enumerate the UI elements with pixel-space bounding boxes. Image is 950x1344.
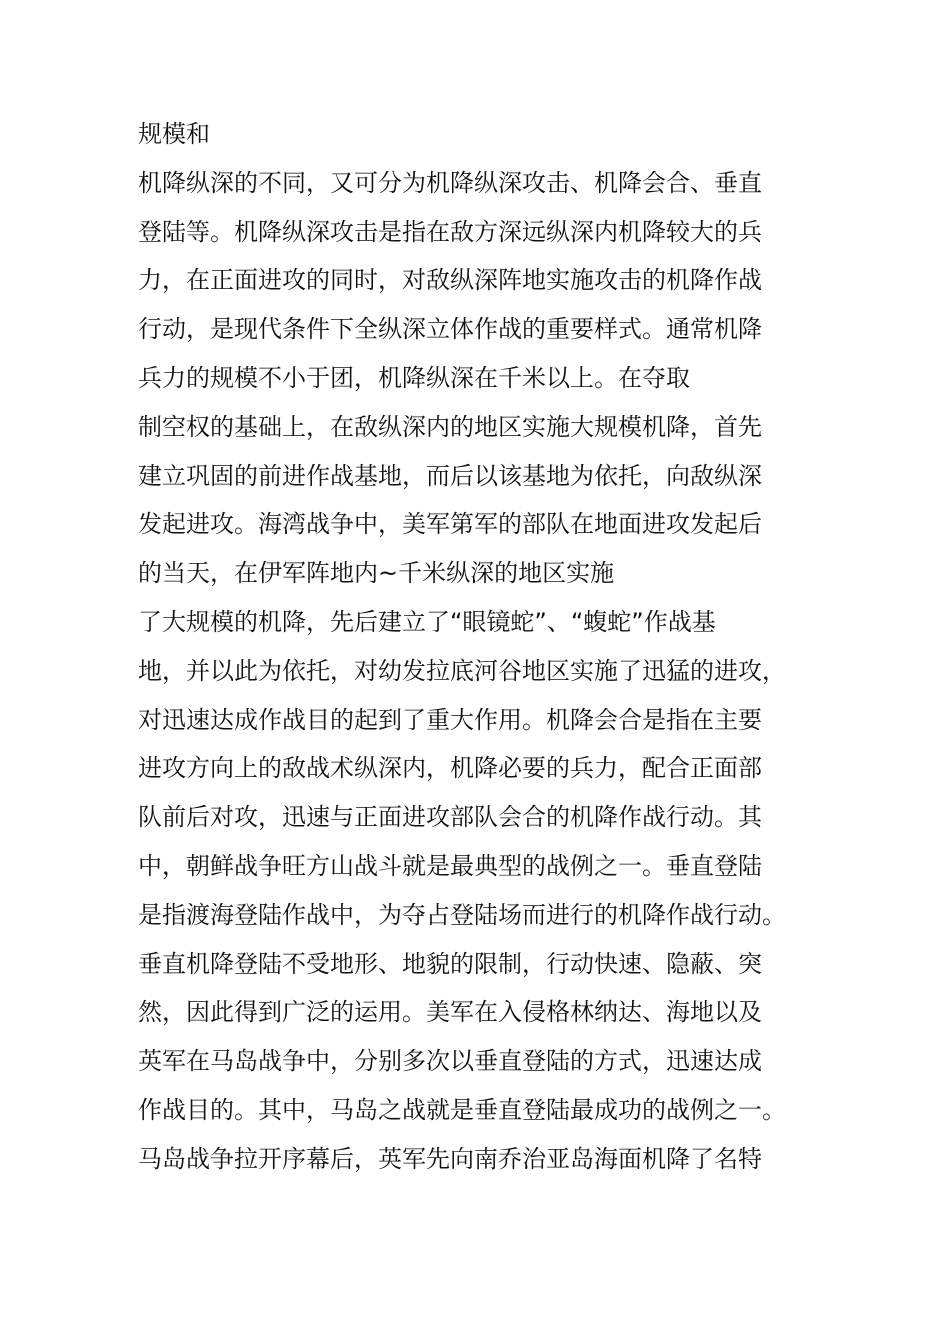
text-line: 作战目的。其中，马岛之战就是垂直登陆最成功的战例之一。 — [138, 1095, 786, 1124]
text-line: 马岛战争拉开序幕后，英军先向南乔治亚岛海面机降了名特 — [138, 1144, 762, 1173]
text-line: 登陆等。机降纵深攻击是指在敌方深远纵深内机降较大的兵 — [138, 217, 762, 246]
text-line: 中，朝鲜战争旺方山战斗就是最典型的战例之一。垂直登陆 — [138, 851, 762, 880]
text-line: 了大规模的机降，先后建立了“眼镜蛇”、“蝮蛇”作战基 — [138, 607, 716, 636]
text-line: 英军在马岛战争中，分别多次以垂直登陆的方式，迅速达成 — [138, 1047, 762, 1076]
text-line: 是指渡海登陆作战中，为夺占登陆场而进行的机降作战行动。 — [138, 900, 786, 929]
text-line: 对迅速达成作战目的起到了重大作用。机降会合是指在主要 — [138, 705, 762, 734]
text-line: 建立巩固的前进作战基地，而后以该基地为依托，向敌纵深 — [138, 461, 762, 490]
text-line: 地，并以此为依托，对幼发拉底河谷地区实施了迅猛的进攻， — [138, 656, 786, 685]
text-line: 进攻方向上的敌战术纵深内，机降必要的兵力，配合正面部 — [138, 754, 762, 783]
text-line: 行动，是现代条件下全纵深立体作战的重要样式。通常机降 — [138, 315, 762, 344]
body-text — [138, 110, 858, 1184]
text-line: 机降纵深的不同，又可分为机降纵深攻击、机降会合、垂直 — [138, 168, 762, 197]
text-line: 规模和 — [138, 120, 210, 148]
text-line: 垂直机降登陆不受地形、地貌的限制，行动快速、隐蔽、突 — [138, 949, 762, 978]
text-line: 兵力的规模不小于团，机降纵深在千米以上。在夺取 — [138, 363, 690, 392]
text-line: 力，在正面进攻的同时，对敌纵深阵地实施攻击的机降作战 — [138, 266, 762, 295]
text-line: 的当天，在伊军阵地内~千米纵深的地区实施 — [138, 559, 615, 588]
text-line: 制空权的基础上，在敌纵深内的地区实施大规模机降，首先 — [138, 412, 762, 441]
text-line: 然，因此得到广泛的运用。美军在入侵格林纳达、海地以及 — [138, 998, 762, 1027]
text-line: 发起进攻。海湾战争中，美军第军的部队在地面进攻发起后 — [138, 510, 762, 539]
text-line: 队前后对攻，迅速与正面进攻部队会合的机降作战行动。其 — [138, 803, 762, 832]
